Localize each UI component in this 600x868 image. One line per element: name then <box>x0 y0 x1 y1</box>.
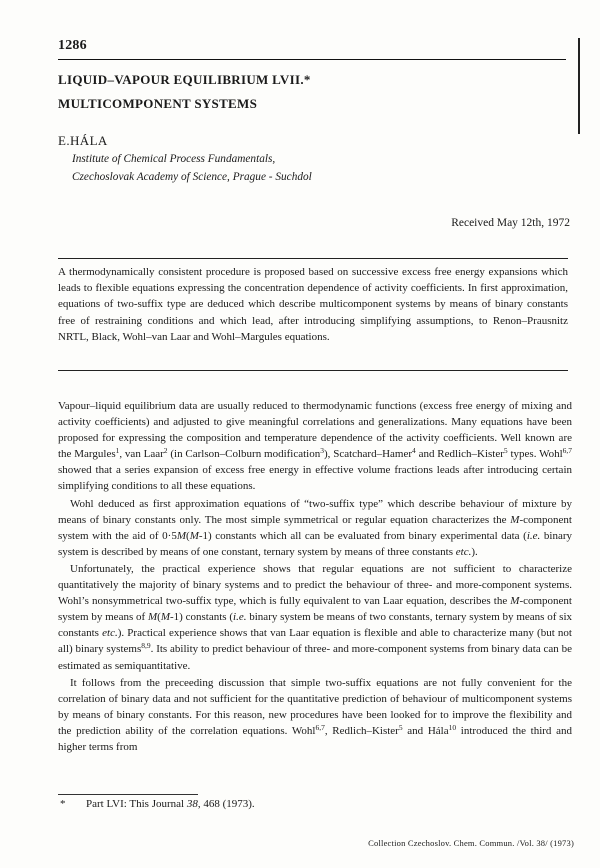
ref-superscript: 10 <box>448 722 457 732</box>
page-number: 1286 <box>58 38 87 53</box>
affiliation-line-2: Czechoslovak Academy of Science, Prague - Suchdol <box>72 171 312 183</box>
footnote: * Part LVI: This Journal 38, 468 (1973). <box>60 798 255 810</box>
author-name: E.HÁLA <box>58 133 108 148</box>
article-title <box>58 68 558 116</box>
ref-superscript: 5 <box>398 722 403 732</box>
abstract-rule-top <box>58 258 568 259</box>
title-line-2: MULTICOMPONENT SYSTEMS <box>58 96 258 111</box>
ref-superscript: 3 <box>320 446 324 456</box>
paragraph-2: Wohl deduced as first approximation equations of “two-suffix type” which describe behaviour of mixture by means of binary constants only. The most simple symmetrical or regular equation characterizes the M-component system with the aid of 0·5M(M-1) constants which all can be evaluated from binary experimental data (i.e. binary system is described by means of one constant, ternary system by means of three constants etc.). <box>58 497 572 558</box>
header-rule <box>58 59 566 60</box>
ref-superscript: 1 <box>115 446 120 456</box>
ref-superscript: 8,9 <box>141 641 151 651</box>
paragraph-4: It follows from the preceeding discussion that simple two-suffix equations are not fully convenient for the correlation of binary data and not sufficient for the quantitative prediction of behaviour of multicomponent systems by means of binary constants. For this reason, new procedures have been looked for to improve the flexibility and the prediction ability of the correlation equations. Wohl$^{6,7}$, Redlich–Kister$^5$ and Hála$^{10}$ introduced the third and higher terms from <box>58 676 572 753</box>
abstract: A thermodynamically consistent procedure is proposed based on successive excess free energy expansions which leads to flexible equations expressing the concentration dependence of activity coefficients. In first approximation, equations of two-suffix type are deduced which describe multicomponent systems by means of binary constants free of restraining conditions and which lead, after introducing simplifying assumptions, to Renon–Prausnitz NRTL, Black, Wohl–van Laar and Wohl–Margules equations. <box>58 266 568 343</box>
footnote-marker: * <box>60 798 66 810</box>
ref-superscript: 2 <box>163 446 168 456</box>
affiliation-line-1: Institute of Chemical Process Fundamentals, <box>72 153 276 165</box>
paragraph-3: Unfortunately, the practical experience shows that regular equations are not sufficient to characterize quantitatively the majority of binary systems and to predict the behaviour of three- and more-component systems. Wohl’s nonsymmetrical two-suffix type, which is fully equivalent to van Laar equation, describes the M-component system by means of M(M-1) constants (i.e. binary system be means of two constants, ternary system by means of six constants etc.). Practical experience shows that van Laar equation is flexible and able to characterize many (but not all) binary systems$^{8,9}$. Its ability to predict behaviour of three- and more-component systems from binary data can be estimated as semiquantitative. <box>58 562 572 672</box>
affiliation <box>72 150 312 186</box>
ref-superscript: 4 <box>412 446 416 456</box>
paragraph-1: Vapour–liquid equilibrium data are usually reduced to thermodynamic functions (excess free energy of mixing and activity coefficients) and adjusted to give meaningful correlations and generalizations. Many equations have been proposed for expressing the composition and temperature dependence of the activity coefficients. Well known are the Margules$^1$, van Laar$^2$ (in Carlson–Colburn modification$^3$), Scatchard–Hamer$^4$ and Redlich–Kister$^5$ types. Wohl$^{6,7}$ showed that a series expansion of excess free energy in effective volume fractions leads after introducing certain simplifying conditions to all these equations. <box>58 400 573 493</box>
abstract-rule-bottom <box>58 370 568 371</box>
title-line-1: LIQUID–VAPOUR EQUILIBRIUM LVII.* <box>58 72 311 87</box>
ref-superscript: 6,7 <box>562 446 573 456</box>
ref-superscript: 6,7 <box>315 722 325 732</box>
received-date: Received May 12th, 1972 <box>451 217 570 229</box>
article-body <box>58 398 572 756</box>
ref-superscript: 5 <box>503 446 508 456</box>
footnote-rule <box>58 794 198 795</box>
margin-bar <box>578 38 580 134</box>
running-footer: Collection Czechoslov. Chem. Commun. /Vol. 38/ (1973) <box>368 838 574 848</box>
